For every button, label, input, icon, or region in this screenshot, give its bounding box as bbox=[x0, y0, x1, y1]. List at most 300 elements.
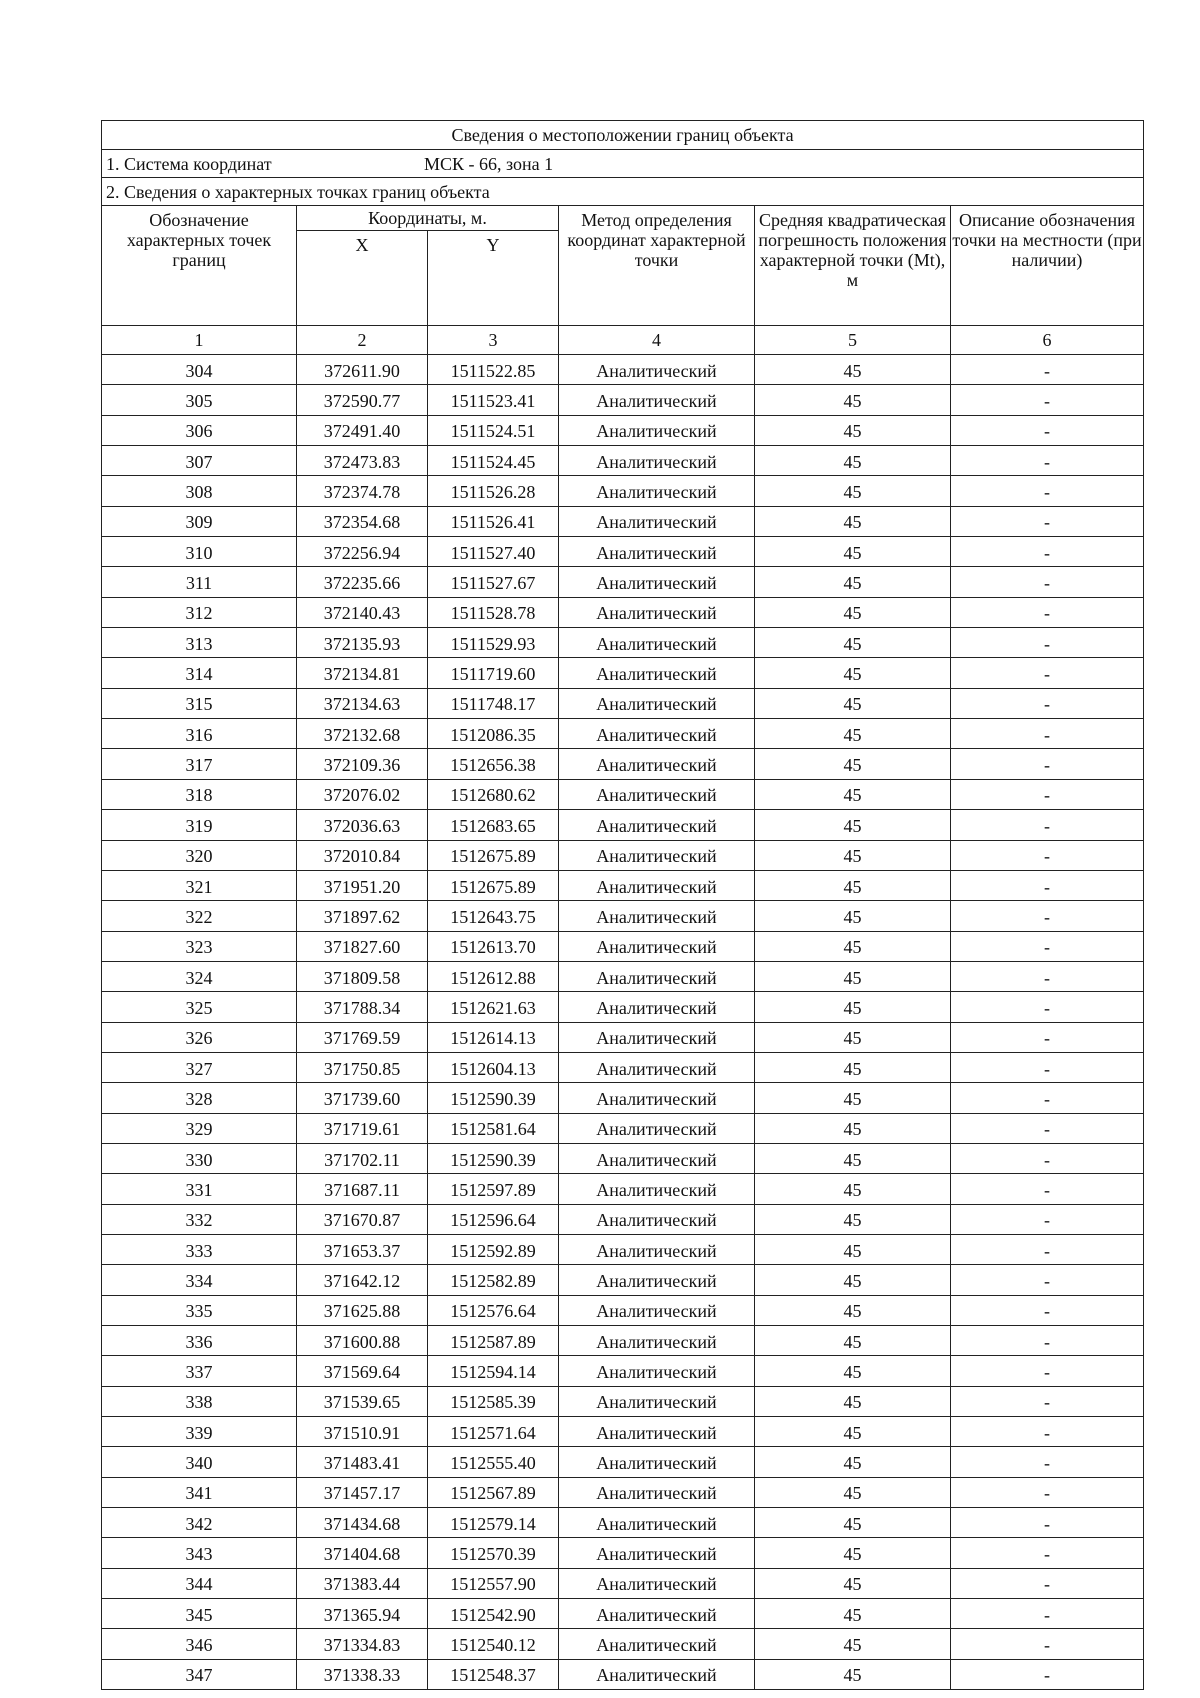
table-row bbox=[102, 961, 1144, 991]
table-row bbox=[102, 1083, 1144, 1113]
point-cell: 307 bbox=[102, 446, 297, 476]
error-cell: 45 bbox=[755, 1022, 951, 1052]
method-cell: Аналитический bbox=[559, 537, 755, 567]
method-cell: Аналитический bbox=[559, 1052, 755, 1082]
method-cell: Аналитический bbox=[559, 1568, 755, 1598]
point-cell: 329 bbox=[102, 1113, 297, 1143]
method-cell: Аналитический bbox=[559, 1113, 755, 1143]
table-row bbox=[102, 597, 1144, 627]
description-cell: - bbox=[951, 1052, 1144, 1082]
x-cell: 371670.87 bbox=[297, 1204, 428, 1234]
description-cell: - bbox=[951, 840, 1144, 870]
y-cell: 1512567.89 bbox=[428, 1477, 559, 1507]
method-cell: Аналитический bbox=[559, 1538, 755, 1568]
error-cell: 45 bbox=[755, 355, 951, 385]
method-cell: Аналитический bbox=[559, 1477, 755, 1507]
description-cell: - bbox=[951, 1477, 1144, 1507]
y-cell: 1512587.89 bbox=[428, 1326, 559, 1356]
error-cell: 45 bbox=[755, 1295, 951, 1325]
x-cell: 371750.85 bbox=[297, 1052, 428, 1082]
x-cell: 371702.11 bbox=[297, 1143, 428, 1173]
table-row bbox=[102, 1659, 1144, 1689]
table-row bbox=[102, 992, 1144, 1022]
x-cell: 372010.84 bbox=[297, 840, 428, 870]
error-cell: 45 bbox=[755, 385, 951, 415]
method-cell: Аналитический bbox=[559, 597, 755, 627]
description-cell: - bbox=[951, 1113, 1144, 1143]
point-cell: 311 bbox=[102, 567, 297, 597]
y-cell: 1512594.14 bbox=[428, 1356, 559, 1386]
error-cell: 45 bbox=[755, 1659, 951, 1689]
point-cell: 330 bbox=[102, 1143, 297, 1173]
description-cell: - bbox=[951, 1204, 1144, 1234]
y-cell: 1512576.64 bbox=[428, 1295, 559, 1325]
y-cell: 1512590.39 bbox=[428, 1083, 559, 1113]
point-cell: 343 bbox=[102, 1538, 297, 1568]
y-cell: 1512597.89 bbox=[428, 1174, 559, 1204]
y-cell: 1512590.39 bbox=[428, 1143, 559, 1173]
table-row bbox=[102, 1417, 1144, 1447]
method-cell: Аналитический bbox=[559, 688, 755, 718]
description-cell: - bbox=[951, 749, 1144, 779]
method-cell: Аналитический bbox=[559, 1326, 755, 1356]
table-row bbox=[102, 476, 1144, 506]
description-cell: - bbox=[951, 1265, 1144, 1295]
x-cell: 371951.20 bbox=[297, 870, 428, 900]
boundary-points-table bbox=[101, 120, 1144, 1690]
y-cell: 1511528.78 bbox=[428, 597, 559, 627]
table-row bbox=[102, 901, 1144, 931]
column-number: 1 bbox=[102, 326, 297, 355]
table-row bbox=[102, 870, 1144, 900]
description-cell: - bbox=[951, 1083, 1144, 1113]
description-cell: - bbox=[951, 537, 1144, 567]
error-cell: 45 bbox=[755, 1204, 951, 1234]
description-cell: - bbox=[951, 1174, 1144, 1204]
table-row bbox=[102, 810, 1144, 840]
x-cell: 371653.37 bbox=[297, 1234, 428, 1264]
description-cell: - bbox=[951, 1143, 1144, 1173]
table-row bbox=[102, 1174, 1144, 1204]
method-cell: Аналитический bbox=[559, 1447, 755, 1477]
error-cell: 45 bbox=[755, 1113, 951, 1143]
error-cell: 45 bbox=[755, 961, 951, 991]
error-cell: 45 bbox=[755, 992, 951, 1022]
description-cell: - bbox=[951, 446, 1144, 476]
y-cell: 1512555.40 bbox=[428, 1447, 559, 1477]
x-cell: 371338.33 bbox=[297, 1659, 428, 1689]
table-row bbox=[102, 628, 1144, 658]
method-cell: Аналитический bbox=[559, 658, 755, 688]
x-cell: 371600.88 bbox=[297, 1326, 428, 1356]
error-cell: 45 bbox=[755, 1083, 951, 1113]
y-cell: 1512675.89 bbox=[428, 840, 559, 870]
point-cell: 327 bbox=[102, 1052, 297, 1082]
x-cell: 371434.68 bbox=[297, 1508, 428, 1538]
document-title: Сведения о местоположении границ объекта bbox=[102, 121, 1144, 150]
point-cell: 347 bbox=[102, 1659, 297, 1689]
y-cell: 1512680.62 bbox=[428, 779, 559, 809]
point-cell: 346 bbox=[102, 1629, 297, 1659]
table-row bbox=[102, 1204, 1144, 1234]
table-row bbox=[102, 567, 1144, 597]
point-cell: 319 bbox=[102, 810, 297, 840]
method-cell: Аналитический bbox=[559, 901, 755, 931]
table-row bbox=[102, 688, 1144, 718]
method-cell: Аналитический bbox=[559, 1417, 755, 1447]
table-row bbox=[102, 749, 1144, 779]
method-cell: Аналитический bbox=[559, 870, 755, 900]
description-cell: - bbox=[951, 719, 1144, 749]
error-cell: 45 bbox=[755, 1234, 951, 1264]
table-row bbox=[102, 1629, 1144, 1659]
point-cell: 333 bbox=[102, 1234, 297, 1264]
point-cell: 306 bbox=[102, 415, 297, 445]
coordinate-system-row bbox=[102, 150, 1144, 178]
point-cell: 321 bbox=[102, 870, 297, 900]
x-cell: 372473.83 bbox=[297, 446, 428, 476]
header-coordinates: Координаты, м. bbox=[297, 206, 559, 231]
x-cell: 372611.90 bbox=[297, 355, 428, 385]
method-cell: Аналитический bbox=[559, 385, 755, 415]
description-cell: - bbox=[951, 1538, 1144, 1568]
coordinate-system-label: 1. Система координат bbox=[106, 153, 272, 174]
x-cell: 371404.68 bbox=[297, 1538, 428, 1568]
error-cell: 45 bbox=[755, 537, 951, 567]
point-cell: 338 bbox=[102, 1386, 297, 1416]
y-cell: 1511526.28 bbox=[428, 476, 559, 506]
method-cell: Аналитический bbox=[559, 840, 755, 870]
column-number: 2 bbox=[297, 326, 428, 355]
table-row bbox=[102, 779, 1144, 809]
error-cell: 45 bbox=[755, 931, 951, 961]
description-cell: - bbox=[951, 961, 1144, 991]
point-cell: 323 bbox=[102, 931, 297, 961]
description-cell: - bbox=[951, 1659, 1144, 1689]
y-cell: 1512557.90 bbox=[428, 1568, 559, 1598]
y-cell: 1512675.89 bbox=[428, 870, 559, 900]
point-cell: 332 bbox=[102, 1204, 297, 1234]
x-cell: 372132.68 bbox=[297, 719, 428, 749]
y-cell: 1511522.85 bbox=[428, 355, 559, 385]
point-cell: 326 bbox=[102, 1022, 297, 1052]
description-cell: - bbox=[951, 1447, 1144, 1477]
method-cell: Аналитический bbox=[559, 1265, 755, 1295]
error-cell: 45 bbox=[755, 1417, 951, 1447]
method-cell: Аналитический bbox=[559, 628, 755, 658]
description-cell: - bbox=[951, 506, 1144, 536]
point-cell: 312 bbox=[102, 597, 297, 627]
y-cell: 1512596.64 bbox=[428, 1204, 559, 1234]
x-cell: 371769.59 bbox=[297, 1022, 428, 1052]
x-cell: 372109.36 bbox=[297, 749, 428, 779]
method-cell: Аналитический bbox=[559, 1508, 755, 1538]
error-cell: 45 bbox=[755, 810, 951, 840]
y-cell: 1512540.12 bbox=[428, 1629, 559, 1659]
description-cell: - bbox=[951, 1629, 1144, 1659]
table-row bbox=[102, 385, 1144, 415]
point-cell: 313 bbox=[102, 628, 297, 658]
y-cell: 1512542.90 bbox=[428, 1599, 559, 1629]
point-cell: 334 bbox=[102, 1265, 297, 1295]
table-row bbox=[102, 840, 1144, 870]
x-cell: 371739.60 bbox=[297, 1083, 428, 1113]
x-cell: 371625.88 bbox=[297, 1295, 428, 1325]
x-cell: 372036.63 bbox=[297, 810, 428, 840]
method-cell: Аналитический bbox=[559, 961, 755, 991]
y-cell: 1512582.89 bbox=[428, 1265, 559, 1295]
x-cell: 372590.77 bbox=[297, 385, 428, 415]
y-cell: 1511748.17 bbox=[428, 688, 559, 718]
table-row bbox=[102, 658, 1144, 688]
description-cell: - bbox=[951, 1386, 1144, 1416]
error-cell: 45 bbox=[755, 1599, 951, 1629]
description-cell: - bbox=[951, 1508, 1144, 1538]
point-cell: 316 bbox=[102, 719, 297, 749]
error-cell: 45 bbox=[755, 749, 951, 779]
description-cell: - bbox=[951, 779, 1144, 809]
x-cell: 372134.81 bbox=[297, 658, 428, 688]
x-cell: 371365.94 bbox=[297, 1599, 428, 1629]
header-error: Средняя квадратическая погрешность положения характерной точки (Mt), м bbox=[755, 206, 951, 326]
table-row bbox=[102, 1477, 1144, 1507]
point-cell: 345 bbox=[102, 1599, 297, 1629]
point-cell: 339 bbox=[102, 1417, 297, 1447]
description-cell: - bbox=[951, 1568, 1144, 1598]
description-cell: - bbox=[951, 628, 1144, 658]
description-cell: - bbox=[951, 1599, 1144, 1629]
method-cell: Аналитический bbox=[559, 749, 755, 779]
description-cell: - bbox=[951, 1234, 1144, 1264]
description-cell: - bbox=[951, 415, 1144, 445]
description-cell: - bbox=[951, 901, 1144, 931]
method-cell: Аналитический bbox=[559, 446, 755, 476]
table-row bbox=[102, 415, 1144, 445]
table-row bbox=[102, 931, 1144, 961]
point-cell: 304 bbox=[102, 355, 297, 385]
x-cell: 371809.58 bbox=[297, 961, 428, 991]
column-number: 4 bbox=[559, 326, 755, 355]
description-cell: - bbox=[951, 597, 1144, 627]
error-cell: 45 bbox=[755, 567, 951, 597]
description-cell: - bbox=[951, 870, 1144, 900]
table-row bbox=[102, 1447, 1144, 1477]
point-cell: 322 bbox=[102, 901, 297, 931]
error-cell: 45 bbox=[755, 446, 951, 476]
description-cell: - bbox=[951, 1356, 1144, 1386]
x-cell: 371483.41 bbox=[297, 1447, 428, 1477]
point-cell: 315 bbox=[102, 688, 297, 718]
x-cell: 372235.66 bbox=[297, 567, 428, 597]
table-row bbox=[102, 1143, 1144, 1173]
table-row bbox=[102, 1265, 1144, 1295]
y-cell: 1512656.38 bbox=[428, 749, 559, 779]
header-x: X bbox=[297, 231, 428, 326]
point-cell: 335 bbox=[102, 1295, 297, 1325]
x-cell: 371334.83 bbox=[297, 1629, 428, 1659]
header-point: Обозначение характерных точек границ bbox=[102, 206, 297, 326]
error-cell: 45 bbox=[755, 1143, 951, 1173]
x-cell: 371569.64 bbox=[297, 1356, 428, 1386]
section-heading: 2. Сведения о характерных точках границ объекта bbox=[102, 178, 1144, 206]
point-cell: 331 bbox=[102, 1174, 297, 1204]
point-cell: 341 bbox=[102, 1477, 297, 1507]
table-row bbox=[102, 1234, 1144, 1264]
error-cell: 45 bbox=[755, 1174, 951, 1204]
point-cell: 308 bbox=[102, 476, 297, 506]
point-cell: 305 bbox=[102, 385, 297, 415]
method-cell: Аналитический bbox=[559, 1386, 755, 1416]
x-cell: 372256.94 bbox=[297, 537, 428, 567]
point-cell: 314 bbox=[102, 658, 297, 688]
header-method: Метод определения координат характерной точки bbox=[559, 206, 755, 326]
error-cell: 45 bbox=[755, 1326, 951, 1356]
x-cell: 371510.91 bbox=[297, 1417, 428, 1447]
method-cell: Аналитический bbox=[559, 567, 755, 597]
point-cell: 317 bbox=[102, 749, 297, 779]
method-cell: Аналитический bbox=[559, 779, 755, 809]
description-cell: - bbox=[951, 1326, 1144, 1356]
table-row bbox=[102, 537, 1144, 567]
error-cell: 45 bbox=[755, 1052, 951, 1082]
y-cell: 1512683.65 bbox=[428, 810, 559, 840]
y-cell: 1511719.60 bbox=[428, 658, 559, 688]
description-cell: - bbox=[951, 355, 1144, 385]
error-cell: 45 bbox=[755, 1356, 951, 1386]
y-cell: 1512612.88 bbox=[428, 961, 559, 991]
table-row bbox=[102, 1386, 1144, 1416]
description-cell: - bbox=[951, 1295, 1144, 1325]
description-cell: - bbox=[951, 688, 1144, 718]
x-cell: 371383.44 bbox=[297, 1568, 428, 1598]
boundary-document bbox=[101, 120, 1143, 1690]
method-cell: Аналитический bbox=[559, 1295, 755, 1325]
table-row bbox=[102, 355, 1144, 385]
method-cell: Аналитический bbox=[559, 1234, 755, 1264]
x-cell: 371827.60 bbox=[297, 931, 428, 961]
error-cell: 45 bbox=[755, 1508, 951, 1538]
x-cell: 372354.68 bbox=[297, 506, 428, 536]
x-cell: 372374.78 bbox=[297, 476, 428, 506]
y-cell: 1512548.37 bbox=[428, 1659, 559, 1689]
error-cell: 45 bbox=[755, 597, 951, 627]
header-description: Описание обозначения точки на местности (при наличии) bbox=[951, 206, 1144, 326]
table-row bbox=[102, 1599, 1144, 1629]
description-cell: - bbox=[951, 992, 1144, 1022]
y-cell: 1512614.13 bbox=[428, 1022, 559, 1052]
description-cell: - bbox=[951, 385, 1144, 415]
y-cell: 1512604.13 bbox=[428, 1052, 559, 1082]
description-cell: - bbox=[951, 931, 1144, 961]
column-number: 3 bbox=[428, 326, 559, 355]
point-cell: 337 bbox=[102, 1356, 297, 1386]
y-cell: 1512585.39 bbox=[428, 1386, 559, 1416]
y-cell: 1511527.67 bbox=[428, 567, 559, 597]
x-cell: 372140.43 bbox=[297, 597, 428, 627]
error-cell: 45 bbox=[755, 628, 951, 658]
error-cell: 45 bbox=[755, 658, 951, 688]
point-cell: 342 bbox=[102, 1508, 297, 1538]
method-cell: Аналитический bbox=[559, 1174, 755, 1204]
y-cell: 1512621.63 bbox=[428, 992, 559, 1022]
error-cell: 45 bbox=[755, 719, 951, 749]
column-number: 6 bbox=[951, 326, 1144, 355]
x-cell: 371457.17 bbox=[297, 1477, 428, 1507]
error-cell: 45 bbox=[755, 901, 951, 931]
y-cell: 1511526.41 bbox=[428, 506, 559, 536]
y-cell: 1512592.89 bbox=[428, 1234, 559, 1264]
description-cell: - bbox=[951, 810, 1144, 840]
method-cell: Аналитический bbox=[559, 355, 755, 385]
header-y: Y bbox=[428, 231, 559, 326]
x-cell: 372491.40 bbox=[297, 415, 428, 445]
y-cell: 1512571.64 bbox=[428, 1417, 559, 1447]
x-cell: 372076.02 bbox=[297, 779, 428, 809]
error-cell: 45 bbox=[755, 1447, 951, 1477]
y-cell: 1512579.14 bbox=[428, 1508, 559, 1538]
error-cell: 45 bbox=[755, 779, 951, 809]
y-cell: 1511527.40 bbox=[428, 537, 559, 567]
method-cell: Аналитический bbox=[559, 719, 755, 749]
method-cell: Аналитический bbox=[559, 415, 755, 445]
table-row bbox=[102, 1508, 1144, 1538]
x-cell: 372135.93 bbox=[297, 628, 428, 658]
y-cell: 1512581.64 bbox=[428, 1113, 559, 1143]
table-row bbox=[102, 1295, 1144, 1325]
method-cell: Аналитический bbox=[559, 1599, 755, 1629]
description-cell: - bbox=[951, 1022, 1144, 1052]
y-cell: 1512613.70 bbox=[428, 931, 559, 961]
table-row bbox=[102, 1052, 1144, 1082]
point-cell: 320 bbox=[102, 840, 297, 870]
description-cell: - bbox=[951, 476, 1144, 506]
error-cell: 45 bbox=[755, 1386, 951, 1416]
table-row bbox=[102, 1538, 1144, 1568]
method-cell: Аналитический bbox=[559, 1204, 755, 1234]
method-cell: Аналитический bbox=[559, 1629, 755, 1659]
method-cell: Аналитический bbox=[559, 506, 755, 536]
table-row bbox=[102, 1356, 1144, 1386]
x-cell: 371719.61 bbox=[297, 1113, 428, 1143]
y-cell: 1511523.41 bbox=[428, 385, 559, 415]
table-row bbox=[102, 719, 1144, 749]
x-cell: 372134.63 bbox=[297, 688, 428, 718]
error-cell: 45 bbox=[755, 415, 951, 445]
point-cell: 336 bbox=[102, 1326, 297, 1356]
x-cell: 371687.11 bbox=[297, 1174, 428, 1204]
description-cell: - bbox=[951, 658, 1144, 688]
x-cell: 371788.34 bbox=[297, 992, 428, 1022]
coordinate-system-value: МСК - 66, зона 1 bbox=[424, 153, 554, 174]
method-cell: Аналитический bbox=[559, 1659, 755, 1689]
error-cell: 45 bbox=[755, 1265, 951, 1295]
point-cell: 328 bbox=[102, 1083, 297, 1113]
y-cell: 1511524.45 bbox=[428, 446, 559, 476]
method-cell: Аналитический bbox=[559, 1143, 755, 1173]
error-cell: 45 bbox=[755, 506, 951, 536]
point-cell: 325 bbox=[102, 992, 297, 1022]
point-cell: 309 bbox=[102, 506, 297, 536]
x-cell: 371897.62 bbox=[297, 901, 428, 931]
method-cell: Аналитический bbox=[559, 992, 755, 1022]
point-cell: 318 bbox=[102, 779, 297, 809]
description-cell: - bbox=[951, 567, 1144, 597]
point-cell: 344 bbox=[102, 1568, 297, 1598]
y-cell: 1511524.51 bbox=[428, 415, 559, 445]
method-cell: Аналитический bbox=[559, 1022, 755, 1052]
table-row bbox=[102, 1326, 1144, 1356]
error-cell: 45 bbox=[755, 688, 951, 718]
